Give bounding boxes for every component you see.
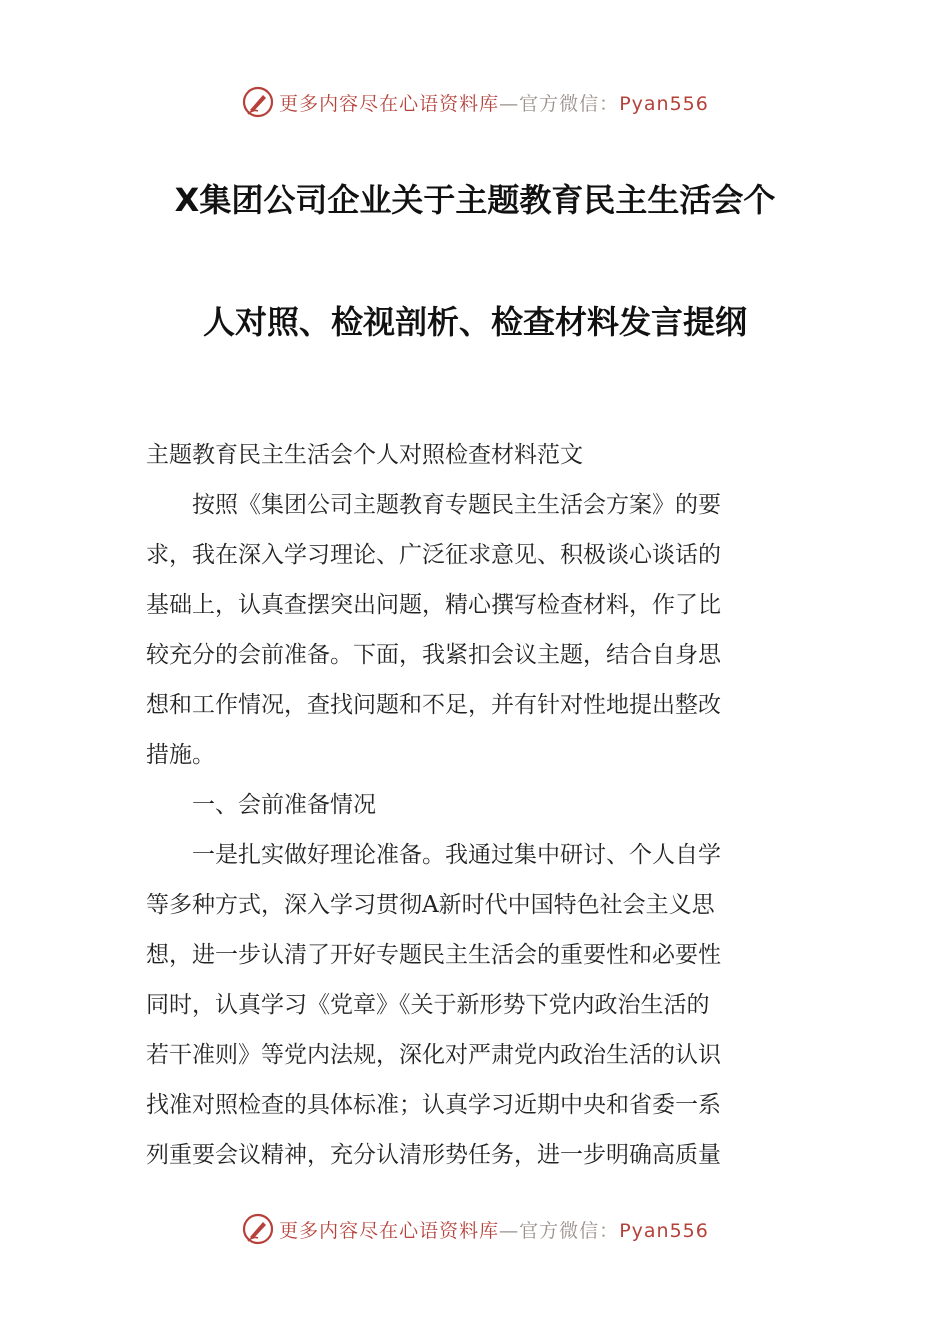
footer-watermark: [0, 1209, 950, 1249]
watermark-wechat-id: Pyan556: [619, 92, 709, 115]
watermark-wechat-label: 官方微信：: [519, 92, 620, 115]
watermark-dash: —: [499, 92, 520, 115]
watermark-site-text: 更多内容尽在心语资料库: [279, 92, 500, 115]
body-line: 若干准则》等党内法规，深化对严肃党内政治生活的认识: [146, 1042, 721, 1068]
body-line: 措施。: [146, 742, 215, 768]
body-line: 求，我在深入学习理论、广泛征求意见、积极谈心谈话的: [146, 542, 721, 568]
body-line: 想和工作情况，查找问题和不足，并有针对性地提出整改: [146, 692, 721, 718]
body-line: 找准对照检查的具体标准；认真学习近期中央和省委一系: [146, 1092, 721, 1118]
document-title-line-2: 人对照、检视剖析、检查材料发言提纲: [202, 303, 747, 341]
section-heading: 一、会前准备情况: [146, 792, 376, 818]
body-line: 按照《集团公司主题教育专题民主生活会方案》的要: [146, 492, 721, 518]
body-line: 一是扎实做好理论准备。我通过集中研讨、个人自学: [146, 842, 721, 868]
body-line: 基础上，认真查摆突出问题，精心撰写检查材料，作了比: [146, 592, 721, 618]
pen-logo-icon: [241, 1212, 275, 1246]
pen-logo-icon: [241, 85, 275, 119]
body-line: 列重要会议精神，充分认清形势任务，进一步明确高质量: [146, 1142, 721, 1168]
watermark-wechat-id: Pyan556: [619, 1219, 709, 1242]
watermark-site-text: 更多内容尽在心语资料库: [279, 1219, 500, 1242]
body-line: 较充分的会前准备。下面，我紧扣会议主题，结合自身思: [146, 642, 721, 668]
watermark-dash: —: [499, 1219, 520, 1242]
body-line: 想，进一步认清了开好专题民主生活会的重要性和必要性: [146, 942, 721, 968]
document-subtitle: 主题教育民主生活会个人对照检查材料范文: [146, 442, 583, 468]
body-line: 等多种方式，深入学习贯彻A新时代中国特色社会主义思: [146, 892, 715, 918]
body-line: 同时，认真学习《党章》《关于新形势下党内政治生活的: [146, 992, 710, 1018]
document-title-line-1: X集团公司企业关于主题教育民主生活会个: [174, 181, 776, 219]
header-watermark: [0, 82, 950, 122]
watermark-wechat-label: 官方微信：: [519, 1219, 620, 1242]
